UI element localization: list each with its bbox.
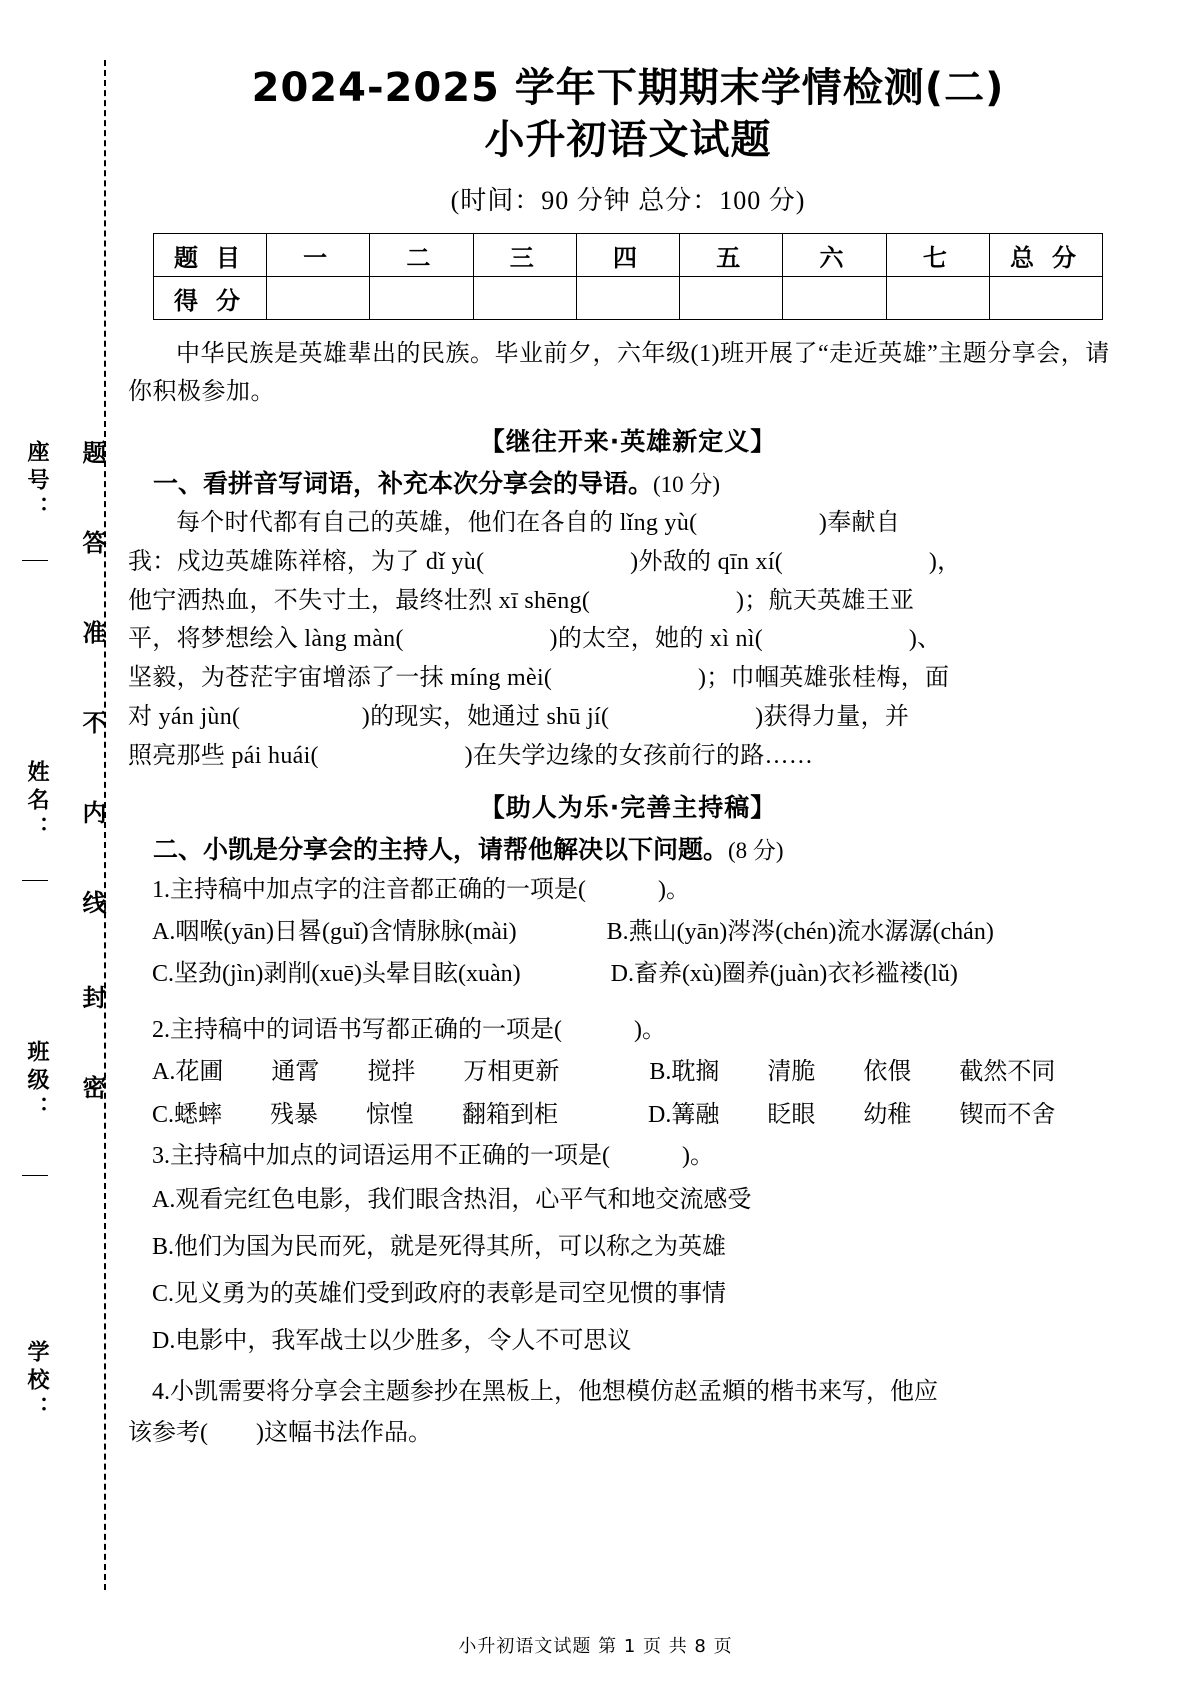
score-table-input-cell[interactable] (886, 277, 989, 320)
score-table-header-cell: 二 (370, 234, 473, 277)
score-table-input-cell[interactable] (990, 277, 1103, 320)
score-table (153, 233, 1103, 320)
score-table-header-cell: 四 (576, 234, 679, 277)
score-table-input-cell[interactable] (370, 277, 473, 320)
question-2-points: (8 分) (728, 837, 784, 863)
score-table-header-cell: 三 (473, 234, 576, 277)
item-2-options-row-2 (128, 1094, 1128, 1137)
margin-column (0, 0, 120, 1684)
intro-paragraph: 中华民族是英雄辈出的民族。毕业前夕，六年级(1)班开展了“走近英雄”主题分享会，请你积极参加。 (128, 341, 1110, 405)
section-heading-1: 【继往开来·英雄新定义】 (479, 426, 777, 456)
pinyin-paragraph-line-2: 我：戍边英雄陈祥榕，为了 dǐ yù( )外敌的 qīn xí( )， (128, 548, 962, 575)
margin-seal-char-6: 线 (78, 890, 104, 920)
pinyin-paragraph-line-4: 平，将梦想绘入 làng màn( )的太空，她的 xì nì( )、 (128, 626, 942, 653)
item-2-options-row-1 (128, 1051, 1128, 1094)
score-table-input-cell[interactable] (267, 277, 370, 320)
score-table-header-cell: 六 (783, 234, 886, 277)
item-4-stem: 4.小凯需要将分享会主题参抄在黑板上，他想模仿赵孟頫的楷书来写，他应 (152, 1379, 938, 1406)
margin-divider (22, 560, 48, 561)
title-line-2: 小升初语文试题 (484, 117, 772, 163)
margin-label-seat: 座号： (25, 440, 50, 524)
score-table-header-cell: 五 (680, 234, 783, 277)
table-row (154, 277, 1103, 320)
item-1-option-d[interactable]: D.畜养(xù)圈养(juàn)衣衫褴褛(lǔ) (610, 961, 958, 988)
item-1-options-row-1 (128, 911, 1128, 954)
question-1-head (128, 464, 1128, 500)
question-1-text: 一、看拼音写词语，补充本次分享会的导语。 (153, 468, 654, 498)
question-2-head (128, 830, 1128, 866)
section-heading-2: 【助人为乐·完善主持稿】 (479, 792, 777, 822)
margin-seal-char-8: 密 (78, 1075, 104, 1105)
title-line-1: 2024-2025 学年下期期末学情检测(二) (251, 65, 1005, 111)
score-table-header-cell: 题 目 (154, 234, 267, 277)
margin-seal-char-3: 准 (78, 620, 104, 650)
score-table-header-cell: 七 (886, 234, 989, 277)
item-1-options-row-2 (128, 953, 1128, 996)
item-3-option-d[interactable]: D.电影中，我军战士以少胜多，令人不可思议 (152, 1327, 632, 1354)
score-table-header-cell: 一 (267, 234, 370, 277)
margin-seal-char-7: 封 (78, 985, 104, 1015)
table-row (154, 234, 1103, 277)
question-2-text: 二、小凯是分享会的主持人，请帮他解决以下问题。 (153, 834, 729, 864)
margin-divider (22, 1175, 48, 1176)
margin-divider (22, 880, 48, 881)
score-table-input-cell[interactable] (680, 277, 783, 320)
margin-label-class: 班级： (25, 1040, 50, 1124)
question-1-points: (10 分) (653, 471, 721, 497)
item-2-option-d[interactable]: D.篝融 眨眼 幼稚 锲而不舍 (648, 1101, 1056, 1128)
pinyin-paragraph-line-7: 照亮那些 pái huái( )在失学边缘的女孩前行的路…… (128, 743, 814, 770)
margin-seal-char-5: 内 (78, 800, 104, 830)
item-1-stem: 1.主持稿中加点字的注音都正确的一项是( )。 (152, 876, 690, 903)
item-2-stem: 2.主持稿中的词语书写都正确的一项是( )。 (152, 1017, 666, 1044)
margin-label-name: 姓名： (25, 760, 50, 844)
margin-label-school: 学校： (25, 1340, 50, 1424)
item-3-option-a[interactable]: A.观看完红色电影，我们眼含热泪，心平气和地交流感受 (152, 1187, 752, 1214)
item-2-option-c[interactable]: C.蟋蟀 残暴 惊惶 翻箱到柜 (152, 1101, 559, 1128)
page-title (128, 0, 1128, 166)
item-3-option-b[interactable]: B.他们为国为民而死，就是死得其所，可以称之为英雄 (152, 1234, 727, 1260)
item-3-stem: 3.主持稿中加点的词语运用不正确的一项是( )。 (152, 1143, 714, 1170)
score-table-header-cell: 总 分 (990, 234, 1103, 277)
exam-paper-body (128, 0, 1128, 1454)
pinyin-paragraph-line-3: 他宁洒热血，不失寸土，最终壮烈 xī shēng( )；航天英雄王亚 (128, 587, 915, 614)
item-1-option-b[interactable]: B.燕山(yān)涔涔(chén)流水潺潺(chán) (606, 918, 994, 945)
item-2-option-b[interactable]: B.耽搁 清脆 依偎 截然不同 (649, 1058, 1056, 1085)
item-4-stem-line-2: 该参考( )这幅书法作品。 (128, 1420, 432, 1447)
item-3-option-c[interactable]: C.见义勇为的英雄们受到政府的表彰是司空见惯的事情 (152, 1280, 727, 1307)
exam-meta: (时间：90 分钟 总分：100 分) (450, 186, 806, 215)
item-1-option-c[interactable]: C.坚劲(jìn)剥削(xuē)头晕目眩(xuàn) (152, 961, 521, 988)
item-1-option-a[interactable]: A.咽喉(yān)日晷(guǐ)含情脉脉(mài) (152, 918, 517, 945)
score-table-input-cell[interactable] (783, 277, 886, 320)
score-table-input-cell[interactable] (576, 277, 679, 320)
score-table-label-cell: 得 分 (154, 277, 267, 320)
pinyin-paragraph-line-5: 坚毅，为苍茫宇宙增添了一抹 míng mèi( )；巾帼英雄张桂梅，面 (128, 665, 950, 692)
margin-seal-char-4: 不 (78, 710, 104, 740)
item-2-option-a[interactable]: A.花圃 通霄 搅拌 万相更新 (152, 1058, 560, 1085)
margin-seal-char-1: 题 (78, 440, 104, 470)
pinyin-paragraph-line-1: 每个时代都有自己的英雄，他们在各自的 lǐng yù( )奉献自 (176, 509, 901, 536)
page-footer: 小升初语文试题 第 1 页 共 8 页 (458, 1636, 733, 1657)
margin-seal-char-2: 答 (78, 530, 104, 560)
score-table-input-cell[interactable] (473, 277, 576, 320)
pinyin-paragraph-line-6: 对 yán jùn( )的现实，她通过 shū jí( )获得力量，并 (128, 704, 910, 731)
